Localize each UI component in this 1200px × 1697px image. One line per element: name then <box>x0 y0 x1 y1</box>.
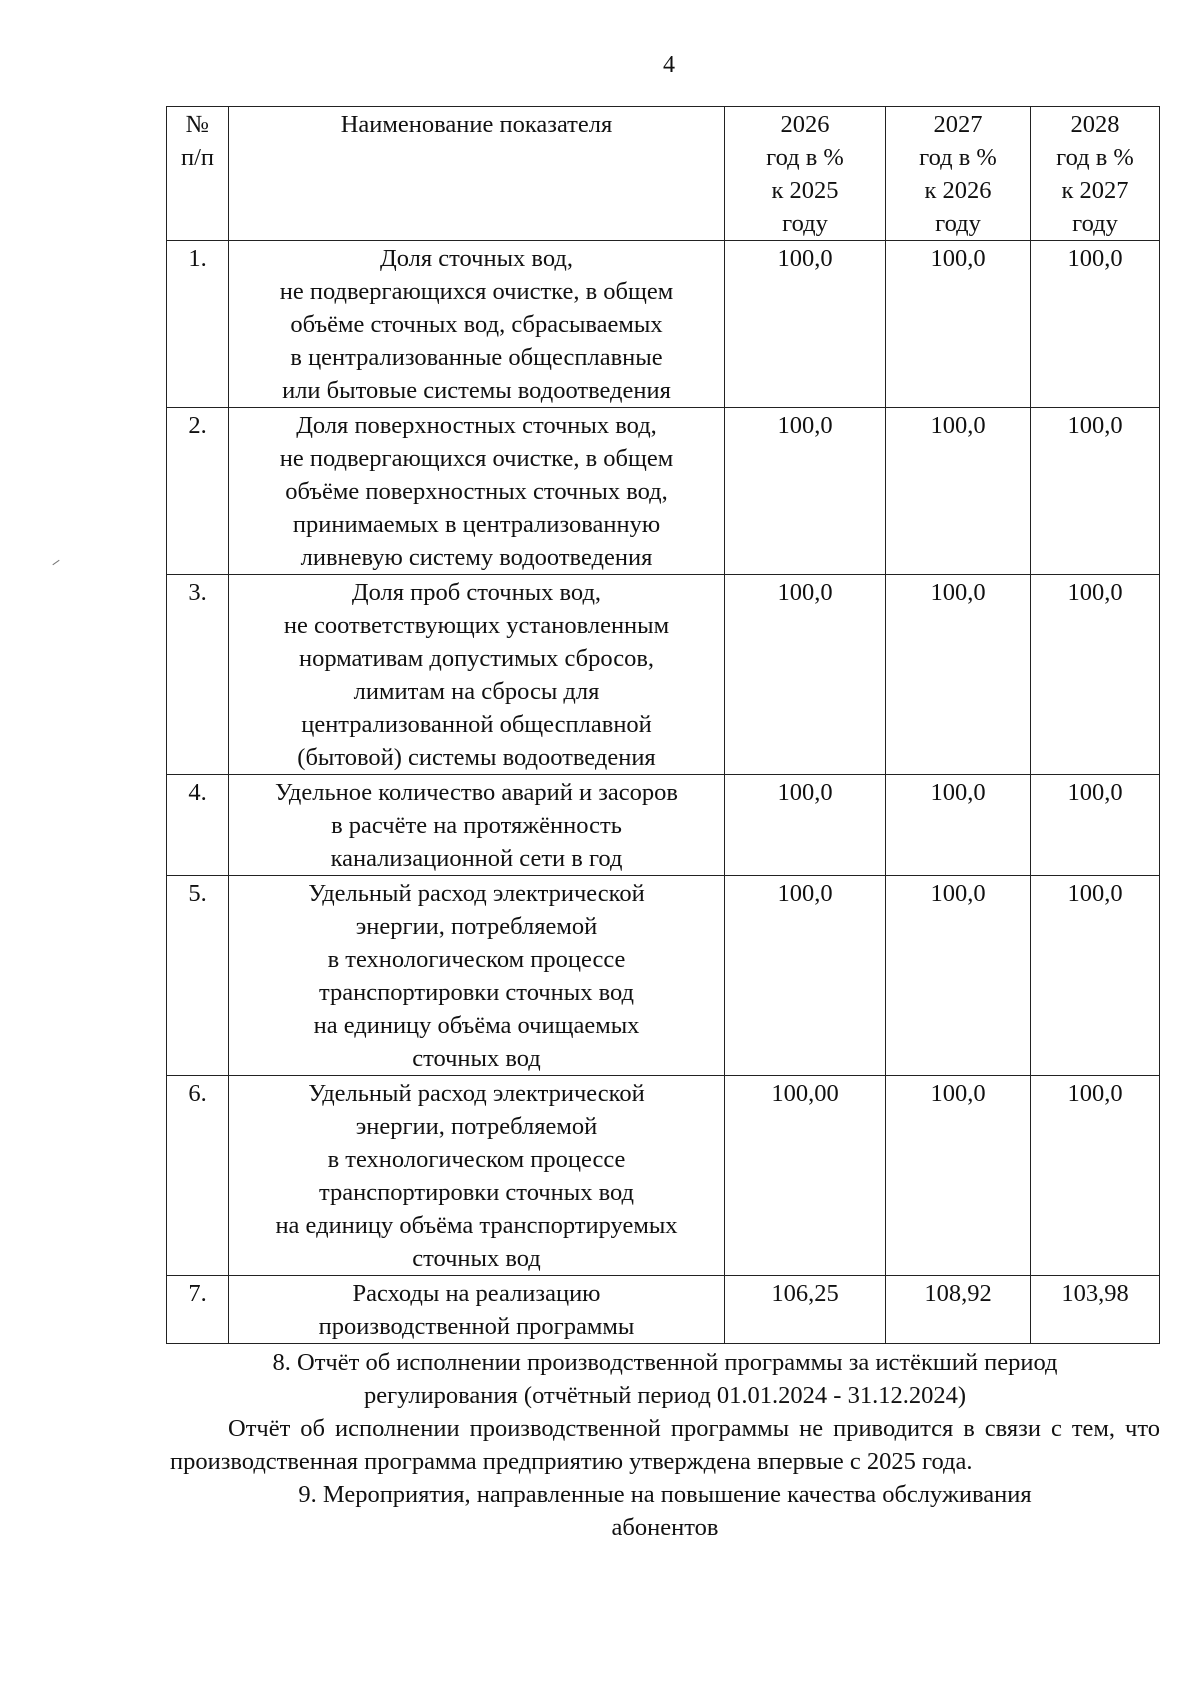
value-2027: 100,0 <box>886 575 1031 775</box>
table-row <box>167 1276 1160 1344</box>
value-2026: 100,00 <box>725 1076 886 1276</box>
row-number: 3. <box>167 575 229 775</box>
indicator-name-line: Доля проб сточных вод, <box>351 579 602 606</box>
header-indicator-name: Наименование показателя <box>229 107 725 241</box>
indicator-name-line: на единицу объёма транспортируемых <box>275 1212 678 1239</box>
value-2026: 106,25 <box>725 1276 886 1344</box>
indicator-name-line: принимаемых в централизованную <box>292 511 661 538</box>
indicator-name <box>229 1076 725 1276</box>
section-9-title-line1: 9. Мероприятия, направленные на повышение качества обслуживания <box>298 1481 1032 1508</box>
value-2027: 100,0 <box>886 241 1031 408</box>
indicator-name <box>229 575 725 775</box>
value-2028: 100,0 <box>1031 575 1160 775</box>
indicator-name <box>229 241 725 408</box>
indicator-name-line: в централизованные общесплавные <box>290 344 663 371</box>
indicator-name-line: Расходы на реализацию <box>352 1280 601 1307</box>
row-number: 6. <box>167 1076 229 1276</box>
indicator-name-line: Удельное количество аварий и засоров <box>275 779 678 806</box>
indicator-name <box>229 876 725 1076</box>
table-row <box>167 241 1160 408</box>
value-2028: 100,0 <box>1031 1076 1160 1276</box>
indicator-name-line: не подвергающихся очистке, в общем <box>279 278 674 305</box>
indicator-name-line: Доля поверхностных сточных вод, <box>296 412 657 439</box>
row-number: 5. <box>167 876 229 1076</box>
indicator-name <box>229 1276 725 1344</box>
value-2026: 100,0 <box>725 241 886 408</box>
header-2026: 2026 год в % к 2025 году <box>725 107 886 241</box>
value-2027: 100,0 <box>886 408 1031 575</box>
after-table-text <box>170 1346 1160 1544</box>
indicators-table <box>166 106 1160 1344</box>
indicator-name-line: (бытовой) системы водоотведения <box>297 744 656 771</box>
indicator-name-line: на единицу объёма очищаемых <box>313 1012 640 1039</box>
table-body <box>167 241 1160 1344</box>
table-row <box>167 1076 1160 1276</box>
table-row <box>167 575 1160 775</box>
value-2026: 100,0 <box>725 408 886 575</box>
indicator-name-line: транспортировки сточных вод <box>319 1179 634 1206</box>
header-2028: 2028 год в % к 2027 году <box>1031 107 1160 241</box>
indicator-name-line: энергии, потребляемой <box>355 913 598 940</box>
indicator-name-line: не соответствующих установленным <box>283 612 670 639</box>
value-2028: 100,0 <box>1031 876 1160 1076</box>
indicator-name-line: объёме сточных вод, сбрасываемых <box>290 311 663 338</box>
indicator-name-line: централизованной общесплавной <box>301 711 652 738</box>
indicator-name-line: в расчёте на протяжённость <box>331 812 622 839</box>
value-2028: 103,98 <box>1031 1276 1160 1344</box>
value-2026: 100,0 <box>725 775 886 876</box>
scan-mark <box>52 560 59 565</box>
row-number: 1. <box>167 241 229 408</box>
indicator-name-line: сточных вод <box>412 1245 541 1272</box>
indicator-name-line: нормативам допустимых сбросов, <box>298 645 655 672</box>
value-2027: 100,0 <box>886 876 1031 1076</box>
indicator-name-line: Удельный расход электрической <box>308 1080 645 1107</box>
indicator-name-line: в технологическом процессе <box>327 1146 626 1173</box>
value-2026: 100,0 <box>725 876 886 1076</box>
indicator-name-line: Доля сточных вод, <box>380 245 573 272</box>
table-row <box>167 408 1160 575</box>
row-number: 2. <box>167 408 229 575</box>
row-number: 4. <box>167 775 229 876</box>
value-2028: 100,0 <box>1031 775 1160 876</box>
indicator-name-line: производственной программы <box>318 1313 635 1340</box>
indicator-name-line: лимитам на сбросы для <box>353 678 600 705</box>
section-9-title <box>170 1478 1160 1544</box>
indicator-name-line: сточных вод <box>412 1045 541 1072</box>
indicator-name-line: или бытовые системы водоотведения <box>282 377 671 404</box>
header-2027: 2027 год в % к 2026 году <box>886 107 1031 241</box>
section-9-title-line2: абонентов <box>611 1514 719 1541</box>
value-2027: 100,0 <box>886 1076 1031 1276</box>
value-2026: 100,0 <box>725 575 886 775</box>
section-8-title-line2: регулирования (отчётный период 01.01.2024 - 31.12.2024) <box>364 1382 966 1409</box>
table-row <box>167 876 1160 1076</box>
table-header-row <box>167 107 1160 241</box>
row-number: 7. <box>167 1276 229 1344</box>
value-2027: 100,0 <box>886 775 1031 876</box>
value-2028: 100,0 <box>1031 408 1160 575</box>
indicator-name-line: транспортировки сточных вод <box>319 979 634 1006</box>
header-number: № п/п <box>167 107 229 241</box>
indicator-name-line: энергии, потребляемой <box>355 1113 598 1140</box>
value-2027: 108,92 <box>886 1276 1031 1344</box>
page-number: 4 <box>663 52 675 78</box>
indicator-name <box>229 775 725 876</box>
section-8-title <box>170 1346 1160 1412</box>
section-8-title-line1: 8. Отчёт об исполнении производственной программы за истёкший период <box>272 1349 1058 1376</box>
section-8-body: Отчёт об исполнении производственной программы не приводится в связи с тем, что производственная программа предприятию утверждена впервые с 2025 года. <box>170 1415 1160 1475</box>
indicator-name <box>229 408 725 575</box>
indicator-name-line: не подвергающихся очистке, в общем <box>279 445 674 472</box>
table-row <box>167 775 1160 876</box>
indicator-name-line: ливневую систему водоотведения <box>300 544 653 571</box>
indicator-name-line: в технологическом процессе <box>327 946 626 973</box>
indicator-name-line: Удельный расход электрической <box>308 880 645 907</box>
value-2028: 100,0 <box>1031 241 1160 408</box>
indicator-name-line: канализационной сети в год <box>330 845 623 872</box>
indicator-name-line: объёме поверхностных сточных вод, <box>285 478 668 505</box>
